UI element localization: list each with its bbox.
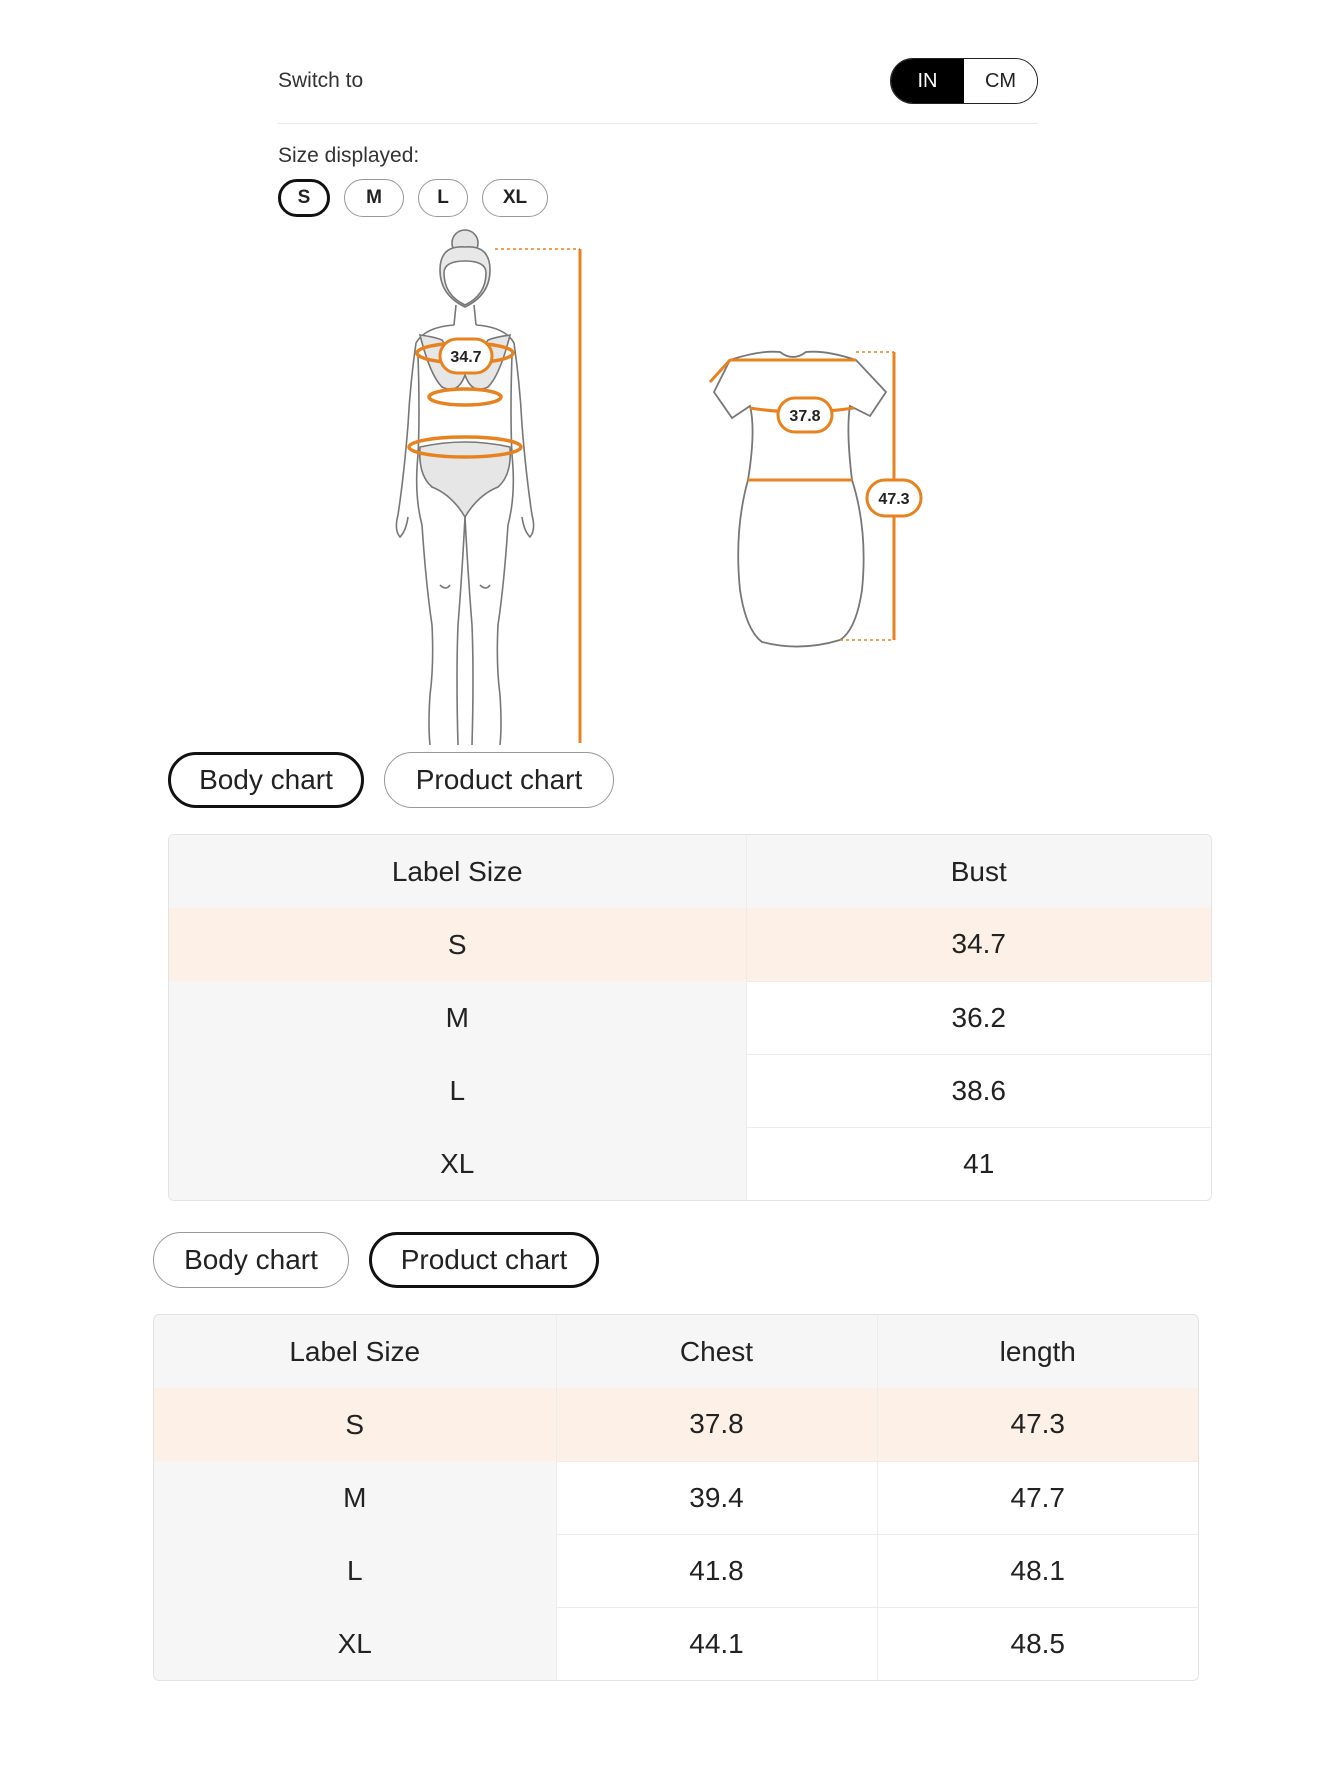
- size-pill-s[interactable]: S: [278, 179, 330, 217]
- size-cell: XL: [169, 1127, 746, 1200]
- column-header-bust: Bust: [746, 835, 1211, 908]
- length-cell: 47.3: [877, 1388, 1198, 1461]
- tab-body-chart[interactable]: Body chart: [168, 752, 364, 808]
- length-cell: 47.7: [877, 1461, 1198, 1534]
- column-header-label-size: Label Size: [169, 835, 746, 908]
- size-cell: M: [154, 1461, 556, 1534]
- tab-body-chart[interactable]: Body chart: [153, 1232, 349, 1288]
- body-figure-illustration: [370, 225, 600, 745]
- body-size-table: [168, 834, 1212, 1201]
- chest-cell: 37.8: [556, 1388, 877, 1461]
- tab-product-chart[interactable]: Product chart: [384, 752, 614, 808]
- size-cell: XL: [154, 1607, 556, 1680]
- unit-switch-row: [278, 52, 1038, 124]
- body-outline: [396, 230, 533, 745]
- bust-cell: 41: [746, 1127, 1211, 1200]
- bust-cell: 36.2: [746, 981, 1211, 1054]
- table-header-row: [154, 1315, 1198, 1388]
- bust-cell: 38.6: [746, 1054, 1211, 1127]
- table-row: [154, 1461, 1198, 1534]
- product-size-table: [153, 1314, 1199, 1681]
- body-section-tabs: [168, 752, 614, 808]
- unit-in-button[interactable]: IN: [891, 59, 964, 103]
- length-cell: 48.5: [877, 1607, 1198, 1680]
- size-pill-l[interactable]: L: [418, 179, 468, 217]
- chest-cell: 41.8: [556, 1534, 877, 1607]
- chest-value: 37.8: [789, 408, 821, 425]
- bust-value: 34.7: [450, 349, 482, 366]
- size-cell: L: [169, 1054, 746, 1127]
- dress-illustration: [690, 340, 930, 660]
- length-value: 47.3: [878, 491, 910, 508]
- bust-cell: 34.7: [746, 908, 1211, 981]
- tab-product-chart[interactable]: Product chart: [369, 1232, 599, 1288]
- table-row: [169, 981, 1211, 1054]
- size-pill-group: [278, 179, 548, 217]
- unit-toggle: [890, 58, 1038, 104]
- table-row: [169, 1054, 1211, 1127]
- column-header-label-size: Label Size: [154, 1315, 556, 1388]
- size-cell: S: [154, 1388, 556, 1461]
- length-cell: 48.1: [877, 1534, 1198, 1607]
- size-cell: S: [169, 908, 746, 981]
- chest-cell: 39.4: [556, 1461, 877, 1534]
- unit-cm-button[interactable]: CM: [964, 59, 1037, 103]
- table-row: [169, 1127, 1211, 1200]
- size-cell: M: [169, 981, 746, 1054]
- table-row: [169, 908, 1211, 981]
- chest-cell: 44.1: [556, 1607, 877, 1680]
- table-header-row: [169, 835, 1211, 908]
- size-pill-m[interactable]: M: [344, 179, 404, 217]
- table-row: [154, 1388, 1198, 1461]
- switch-to-label: Switch to: [278, 69, 364, 92]
- size-pill-xl[interactable]: XL: [482, 179, 548, 217]
- size-cell: L: [154, 1534, 556, 1607]
- column-header-length: length: [877, 1315, 1198, 1388]
- product-section-tabs: [153, 1232, 599, 1288]
- table-row: [154, 1534, 1198, 1607]
- size-displayed-label: Size displayed:: [278, 144, 420, 167]
- table-row: [154, 1607, 1198, 1680]
- column-header-chest: Chest: [556, 1315, 877, 1388]
- dress-outline: [714, 352, 886, 647]
